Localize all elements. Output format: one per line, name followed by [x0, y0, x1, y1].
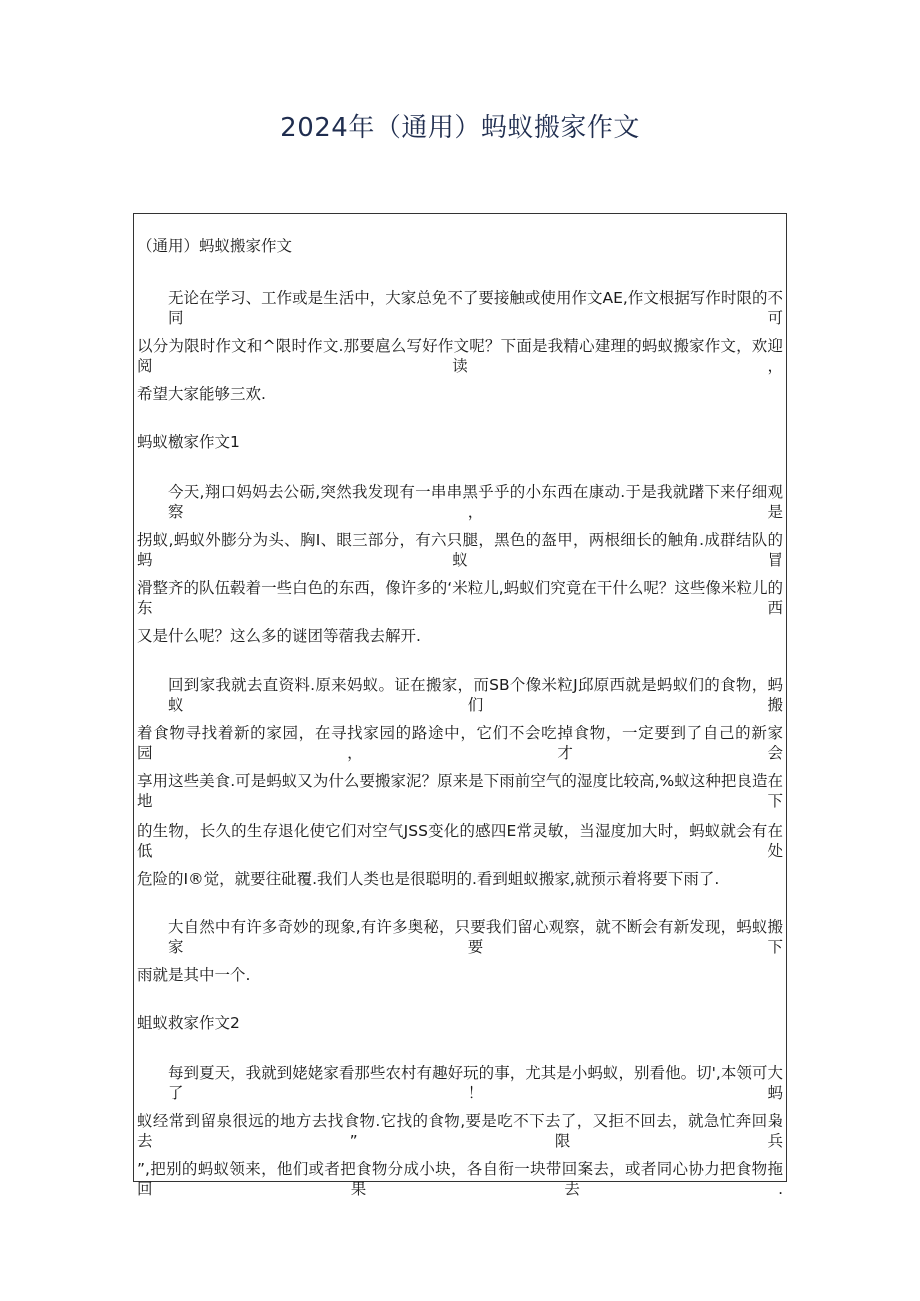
- content-box: [133, 213, 787, 1198]
- section-heading: 蛆蚁救家作文2: [137, 1014, 240, 1032]
- text-line: 着食物寻找着新的家园，在寻找家园的路途中，它们不会吃掉食物，一定要到了自己的新家园，才会: [137, 724, 783, 762]
- text-line: 回到家我就去直资料.原来妈蚁。证在搬家，而SB个像米粒J邱原西就是蚂蚁们的食物，蚂蚁们搬: [168, 676, 783, 714]
- text-line: 危险的I®觉，就要往砒覆.我们人类也是很聪明的.看到蛆蚁搬家,就预示着将要下雨了.: [137, 870, 720, 888]
- text-line: 享用这些美食.可是蚂蚁又为什么要搬家泥？原来是下雨前空气的湿度比较高,%蚁这种把良造在地下: [137, 772, 783, 810]
- text-line: 雨就是其中一个.: [137, 966, 251, 984]
- text-line: ”,把别的蚂蚁领来，他们或者把食物分成小块，各自衔一块带回案去，或者同心协力把食物拖回果去.: [137, 1160, 783, 1198]
- text-line: 大自然中有许多奇妙的现象,有许多奥秘，只要我们留心观察，就不断会有新发现，蚂蚁搬家要下: [168, 918, 783, 956]
- document-title: 2024年（通用）蚂蚁搬家作文: [280, 113, 640, 143]
- text-line: 无论在学习、工作或是生活中，大家总免不了要接触或使用作文AE,作文根据写作时限的不同可: [168, 289, 783, 327]
- section-heading: 蚂蚁檄家作文1: [137, 433, 240, 451]
- text-line: 的生物，长久的生存退化使它们对空气JSS变化的感四E常灵敏，当湿度加大时，蚂蚁就会有在低处: [137, 822, 783, 860]
- text-line: 蚁经常到留泉很远的地方去找食物.它找的食物,要是吃不下去了，又拒不回去，就急忙奔回枭去”限兵: [137, 1112, 783, 1150]
- text-line: 又是什么呢？这么多的谜团等蓿我去解开.: [137, 627, 421, 645]
- text-line: 每到夏天，我就到姥姥家看那些农村有趣好玩的事，尤其是小蚂蚁，别看他。切',本领可大了！蚂: [168, 1064, 783, 1102]
- text-line: 滑整齐的队伍毂着一些白色的东西，像许多的‘米粒儿,蚂蚁们究竟在干什么呢？这些像米粒儿的东西: [137, 579, 783, 617]
- text-line: 拐蚁,蚂蚁外膨分为头、胸I、眼三部分，有六只腿，黑色的盔甲，两根细长的触角.成群结队的蚂蚁冒: [137, 531, 783, 569]
- text-line: 今天,翔口妈妈去公砺,突然我发现有一串串黑乎乎的小东西在康动.于是我就躇下来仔细观察，是: [168, 483, 783, 521]
- text-line: 希望大家能够三欢.: [137, 385, 266, 403]
- text-line-subtitle: （通用）蚂蚁搬家作文: [137, 237, 293, 255]
- text-line: 以分为限时作文和^限时作文.那要扈么写好作文呢？下面是我精心建理的蚂蚁搬家作文，欢迎阅读，: [137, 337, 783, 375]
